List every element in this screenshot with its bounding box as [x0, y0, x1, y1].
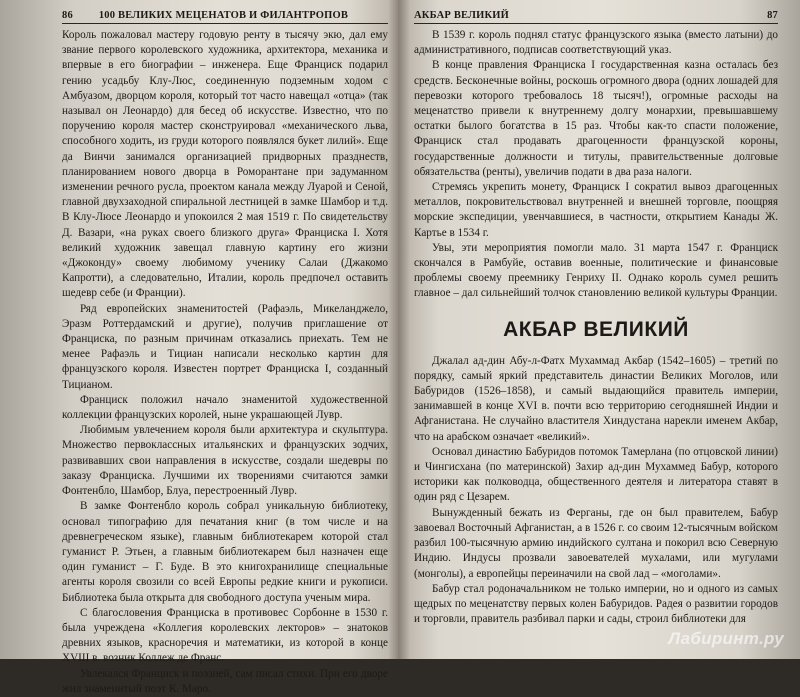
paragraph: Вынужденный бежать из Ферганы, где он был правителем, Бабур завоевал Восточный Афганистан, а в 1526 г. со своим 12-тысячным войском разбил 100-тысячную армию индийского султана и покорил всю Северную Индию. Индусы прозвали завоевателей мухалами, или мугулами (монголы), а европейцы переиначили на свой лад – «моголами».: [414, 506, 778, 580]
chapter-title: АКБАР ВЕЛИКИЙ: [503, 317, 689, 341]
left-page-number: 86: [62, 10, 73, 21]
left-page: [0, 0, 398, 695]
paragraph: Джалал ад-дин Абу-л-Фатх Мухаммад Акбар (1542–1605) – третий по порядку, самый яркий представитель династии Великих Моголов, или Бабуридов (1526–1858), и самый выдающийся правитель империи, занимавшей в конце XVI в. почти всю территорию сегодняшней Индии и Афганистана. Не случайно властителя Хиндустана нарекли именем Акбар, что на арабском означает «великий».: [414, 354, 778, 443]
paragraph: Любимым увлечением короля были архитектура и скульптура. Множество первоклассных итальянских и французских зодчих, развивавших свои направления в искусстве, создали шедевры по заказу Франциска. Лучшими их творениями считаются замки Фонтенбло, Шамбор, Блуа, перестроенный Лувр.: [62, 424, 388, 498]
paragraph: Основал династию Бабуридов потомок Тамерлана (по отцовской линии) и Чингисхана (по материнской) Захир ад-дин Мухаммед Бабур, которого историки как полководца, общественного деятеля и литератора ставят в один ряд с Цезарем.: [414, 445, 778, 504]
paragraph: Стремясь укрепить монету, Франциск I сократил вывоз драгоценных металлов, покровительствовал внутренней и внешней торговле, поощряя морские экспедиции, увенчавшиеся, в частности, открытием Канады Ж. Картье в 1534 г.: [414, 181, 778, 239]
left-running-title: 100 ВЕЛИКИХ МЕЦЕНАТОВ И ФИЛАНТРОПОВ: [98, 10, 349, 21]
paragraph: Увлекался Франциск и поэзией, сам писал стихи. При его дворе жил знаменитый поэт К. Маро.: [62, 667, 388, 695]
paragraph: Увы, эти мероприятия помогли мало. 31 марта 1547 г. Франциск скончался в Рамбуйе, оставив военные, политические и финансовые проблемы своему преемнику Генриху II. Однако король сумел решить главное – дал сильнейший толчок становлению великой культуры Франции.: [414, 241, 778, 300]
paragraph: Франциск положил начало знаменитой художественной коллекции французских королей, ныне украшающей Лувр.: [62, 393, 388, 422]
watermark: Лабиринт.ру: [668, 629, 784, 648]
right-page-number: 87: [767, 10, 778, 21]
paragraph: Ряд европейских знаменитостей (Рафаэль, Микеланджело, Эразм Роттердамский и другие), получив приглашение от Франциска, по разным причинам отказались приехать. Тем не менее Рафаэль и Тициан написали несколько картин для французского короля. Известен портрет Франциска I, созданный Тицианом.: [62, 302, 388, 391]
paragraph: В 1539 г. король поднял статус французского языка (вместо латыни) до административного, подписав соответствующий указ.: [414, 29, 778, 57]
right-page: [398, 0, 800, 659]
left-running-head: [62, 10, 388, 24]
right-running-head: [414, 10, 778, 24]
right-running-title: АКБАР ВЕЛИКИЙ: [414, 10, 510, 21]
paragraph: Бабур стал родоначальником не только империи, но и одного из самых щедрых по меценатству первых колен Бабуридов. Радея о развитии городов и торговли, правитель разбивал парки и сады, строил библиотеки для: [414, 582, 778, 626]
left-page-text: [62, 28, 388, 697]
paragraph: В конце правления Франциска I государственная казна осталась без средств. Бесконечные войны, роскошь огромного двора (одних лошадей для перевозки которого требовалось 18 тысяч!), огромные расходы на меценатство привели к внутреннему долгу монархии, превышавшему остатки былого богатства в 15 раз. Чтобы как-то спасти положение, Франциск стал продавать драгоценности французской короны, государственные должности и титулы, правительственные долговые обязательства (ренты), увеличив подати в два раза налоги.: [414, 59, 778, 178]
right-page-text: [414, 28, 778, 627]
paragraph: С благословения Франциска в противовес Сорбонне в 1530 г. была учреждена «Коллегия королевских лекторов» – знатоков древних языков, красноречия и математики, из которой в конце XVIII в. возник Коллеж де Франс.: [62, 606, 388, 665]
paragraph: В замке Фонтенбло король собрал уникальную библиотеку, основал типографию для печатания книг (в том числе и на древнегреческом языке), главным библиотекарем которой стал гуманист Р. Этьен, а главным библиотекарем был назначен еще один гуманист – Г. Буде. В это книгохранилище специальные агенты короля свозили со всей Европы редкие книги и рукописи. Библиотека была открыта для свободного доступа ученым мира.: [62, 500, 388, 604]
paragraph: Король пожаловал мастеру годовую ренту в тысячу экю, дал ему звание первого королевского художника, архитектора, механика и впервые в его биографии – инженера. Еще Франциск подарил гению усадьбу Клу-Люс, соединенную подземным ходом с Амбуазом, дворцом короля, который тот часто навещал «отца» (так называл он Леонардо) для бесед об искусстве. Известно, что по поручению короля мастер сконструировал «механического льва, способного ходить, из груди которого появлялся букет лилий». Еще да Винчи занимался организацией придворных празднеств, планированием нового дворца в Роморантане при задуманном изменении речного русла, проектом канала между Луарой и Сеной, главной двухзаходной спиральной лестницей в замке Шамбор и т.д. В Клу-Люсе Леонардо и упокоился 2 мая 1519 г. По свидетельству Д. Вазари, «на руках своего близкого друга» Франциска I. Хотя великий художник завещал главную картину его жизни «Джоконду» своему любимому ученику Салаи (Джакомо Капротти), а следовательно, Италии, король предпочел оставить шедевр себе (и Франции).: [62, 29, 388, 300]
